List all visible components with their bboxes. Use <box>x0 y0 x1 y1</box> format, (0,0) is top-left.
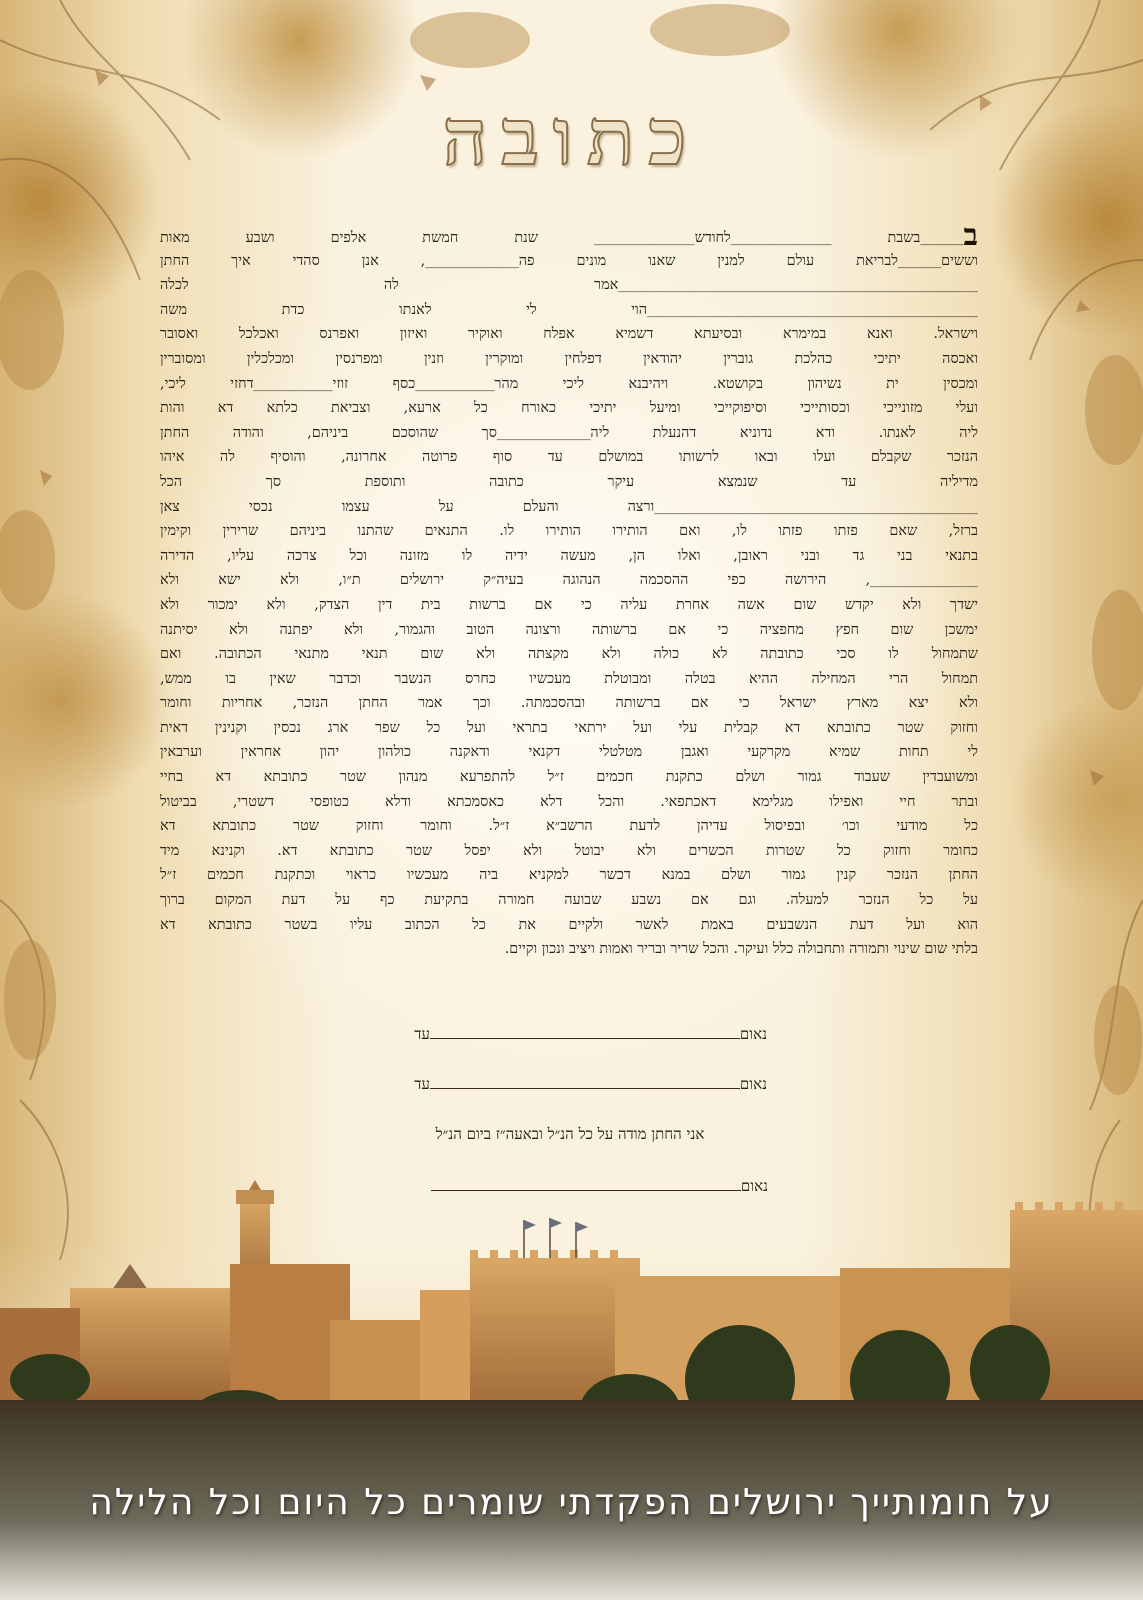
text-line: מדיליה עד שנמצא עיקר כתובה ותוספת סך הכל <box>160 473 978 490</box>
text-line: כחומר וחזוק כל שטרות הכשרים ולא יבוטל ולא יפסל שטר כתובתא דא. וקנינא מיד <box>160 842 978 859</box>
text-line: החתן הנזכר קנין גמור ושלם במנא דכשר למקניא ביה מעכשיו כראוי וכתקנת חכמים ז״ל <box>160 867 978 884</box>
witness-2-name-label: נאום <box>739 1075 767 1093</box>
text-line: בתנאי בני גד ובני ראובן, ואלו הן, מעשה ידיה לו מזונה וכל צרכה עליו, הדירה <box>160 547 978 564</box>
text-line: ומכסין ית נשיהון בקושטא. ויהיבנא ליכי מהר___________כסף זוזי___________דחזי ליכי, <box>160 375 978 392</box>
text-line: הוא ועל דעת הנשבעים באמת לאשר ולקיים את כל הכתוב עליו בשטר כתובתא דא <box>160 916 978 933</box>
text-line: ______________________________________________הוי לי לאנתו כדת משה <box>160 301 978 318</box>
ketubah-text <box>160 224 978 962</box>
ketubah-title: כתובה <box>442 92 701 183</box>
witness-2-role-label: עד <box>414 1075 430 1093</box>
text-line: _____________________________________________ורצה והעלם על עצמו נכסי צאן <box>160 498 978 515</box>
text-line: ישדך ולא יקדש שום אשה אחרת עליה כי אם ברשות בית דין הצדק, ולא ימכור ולא <box>160 596 978 613</box>
text-line: ומשועבדין שעבוד גמור ושלם כתקנת חכמים ז״ל להתפרעא מנהון שטר כתובתא דא בחיי <box>160 769 978 786</box>
groom-statement: אני החתן מודה על כל הנ״ל ובאעה״ז ביום הנ״ל <box>435 1125 705 1143</box>
text-line: __________________________________________________אמר לה לכלה <box>160 277 978 294</box>
text-line: ועלי מזונייכי וכסותייכי וסיפוקייכי ומיעל יתיכי כאורח כל ארעא, וצביאת כלתא דא והות <box>160 400 978 417</box>
text-line: ובתר חיי ואפילו מגלימא דאכתפאי. והכל דלא כאסמכתא ודלא כטופסי דשטרי, בביטול <box>160 793 978 810</box>
text-line: וששים______לבריאת עולם למנין שאנו מונים פה_____________, אנן סהדי איך החתן <box>160 252 978 269</box>
opening-letter: ב <box>963 224 978 249</box>
text-line: הנזכר שקבלם ועלו ובאו לרשותו במושלם עד סוף פרוטה אחרונה, והוסיף לה איהו <box>160 449 978 466</box>
text-line: ברזל, שאם פזתו פזתו לו, ואם הותירו הותירו לו. התנאים שהתנו ביניהם שרירין וקימין <box>160 523 978 540</box>
jerusalem-walls-image <box>0 1180 1143 1600</box>
witness-1-role-label: עד <box>414 1025 430 1043</box>
text-line: על כל הנזכר למעלה. וגם אם נשבע שבועה חמורה בתקיעת כף על דעת המקום ברוך <box>160 892 978 909</box>
text-line: _______________, הירושה כפי ההסכמה הנהוגה בעיה״ק ירושלים ת״ו, ולא ישא ולא <box>160 572 978 589</box>
jerusalem-verse: על חומותייך ירושלים הפקדתי שומרים כל היום וכל הלילה <box>89 1482 1054 1523</box>
witness-2-signature <box>372 1074 767 1094</box>
witness-1-name-label: נאום <box>739 1025 767 1043</box>
text-line: ולא יצא מארץ ישראל כי אם ברשותה ובהסכמתה. וכך אמר החתן הנזכר, אחריות וחומר <box>160 695 978 712</box>
text-line: ב______בשבת ______________לחודש______________ שנת חמשת אלפים ושבע מאות <box>160 224 978 249</box>
text-line: ליה לאנתו. ודא נדוניא דהנעלת ליה_____________סך שהוסכם ביניהם, והודה החתן <box>160 424 978 441</box>
text-line: בלתי שום שינוי ותמורה ותחבולה כלל ועיקר. והכל שריר ובריר ואמות ויציב ונכון וקיים. <box>504 941 978 958</box>
witness-2-line[interactable] <box>430 1074 740 1089</box>
groom-name-label: נאום <box>740 1177 768 1195</box>
text-line: ימשכן שום חפץ מחפציה כי אם ברשותה ורצונה הטוב והגמור, ולא יפתנה ולא יסיתנה <box>160 621 978 638</box>
text-line: וישראל. ואנא במימרא ובסיעתא דשמיא אפלח ואוקיר ואיזון ואפרנס ואכלכל ואסובר <box>160 326 978 343</box>
witness-1-line[interactable] <box>430 1024 740 1039</box>
text-line: שתמחול לו סכי כתובתה לא כולה ולא מקצתה ולא שום תנאי מתנאי הכתובה. ואם <box>160 646 978 663</box>
text-line: לי תחות שמיא מקרקעי ואגבן מטלטלי דקנאי ודאקנה כולהון יהון אחראין וערבאין <box>160 744 978 761</box>
text-line: תמחול הרי המחילה ההיא בטלה ומבוטלת מעכשיו כחרס הנשבר וכדבר שאין בו ממש, <box>160 670 978 687</box>
witness-1-signature <box>372 1024 767 1044</box>
text-line: כל מודעי וכו׳ ובפיסול עדיהן לדעת הרשב״א ז״ל. וחומר וחזוק שטר כתובתא דא <box>160 818 978 835</box>
text-line: ואכסה יתיכי כהלכת גוברין יהודאין דפלחין ומוקרין וזנין ומפרנסין ומכלכלין ומסוברין <box>160 350 978 367</box>
text-line: וחזוק שטר כתובתא דא קבלית עלי ועל ירתאי בתראי ועל כל שפר ארג נכסין וקנינין דאית <box>160 719 978 736</box>
